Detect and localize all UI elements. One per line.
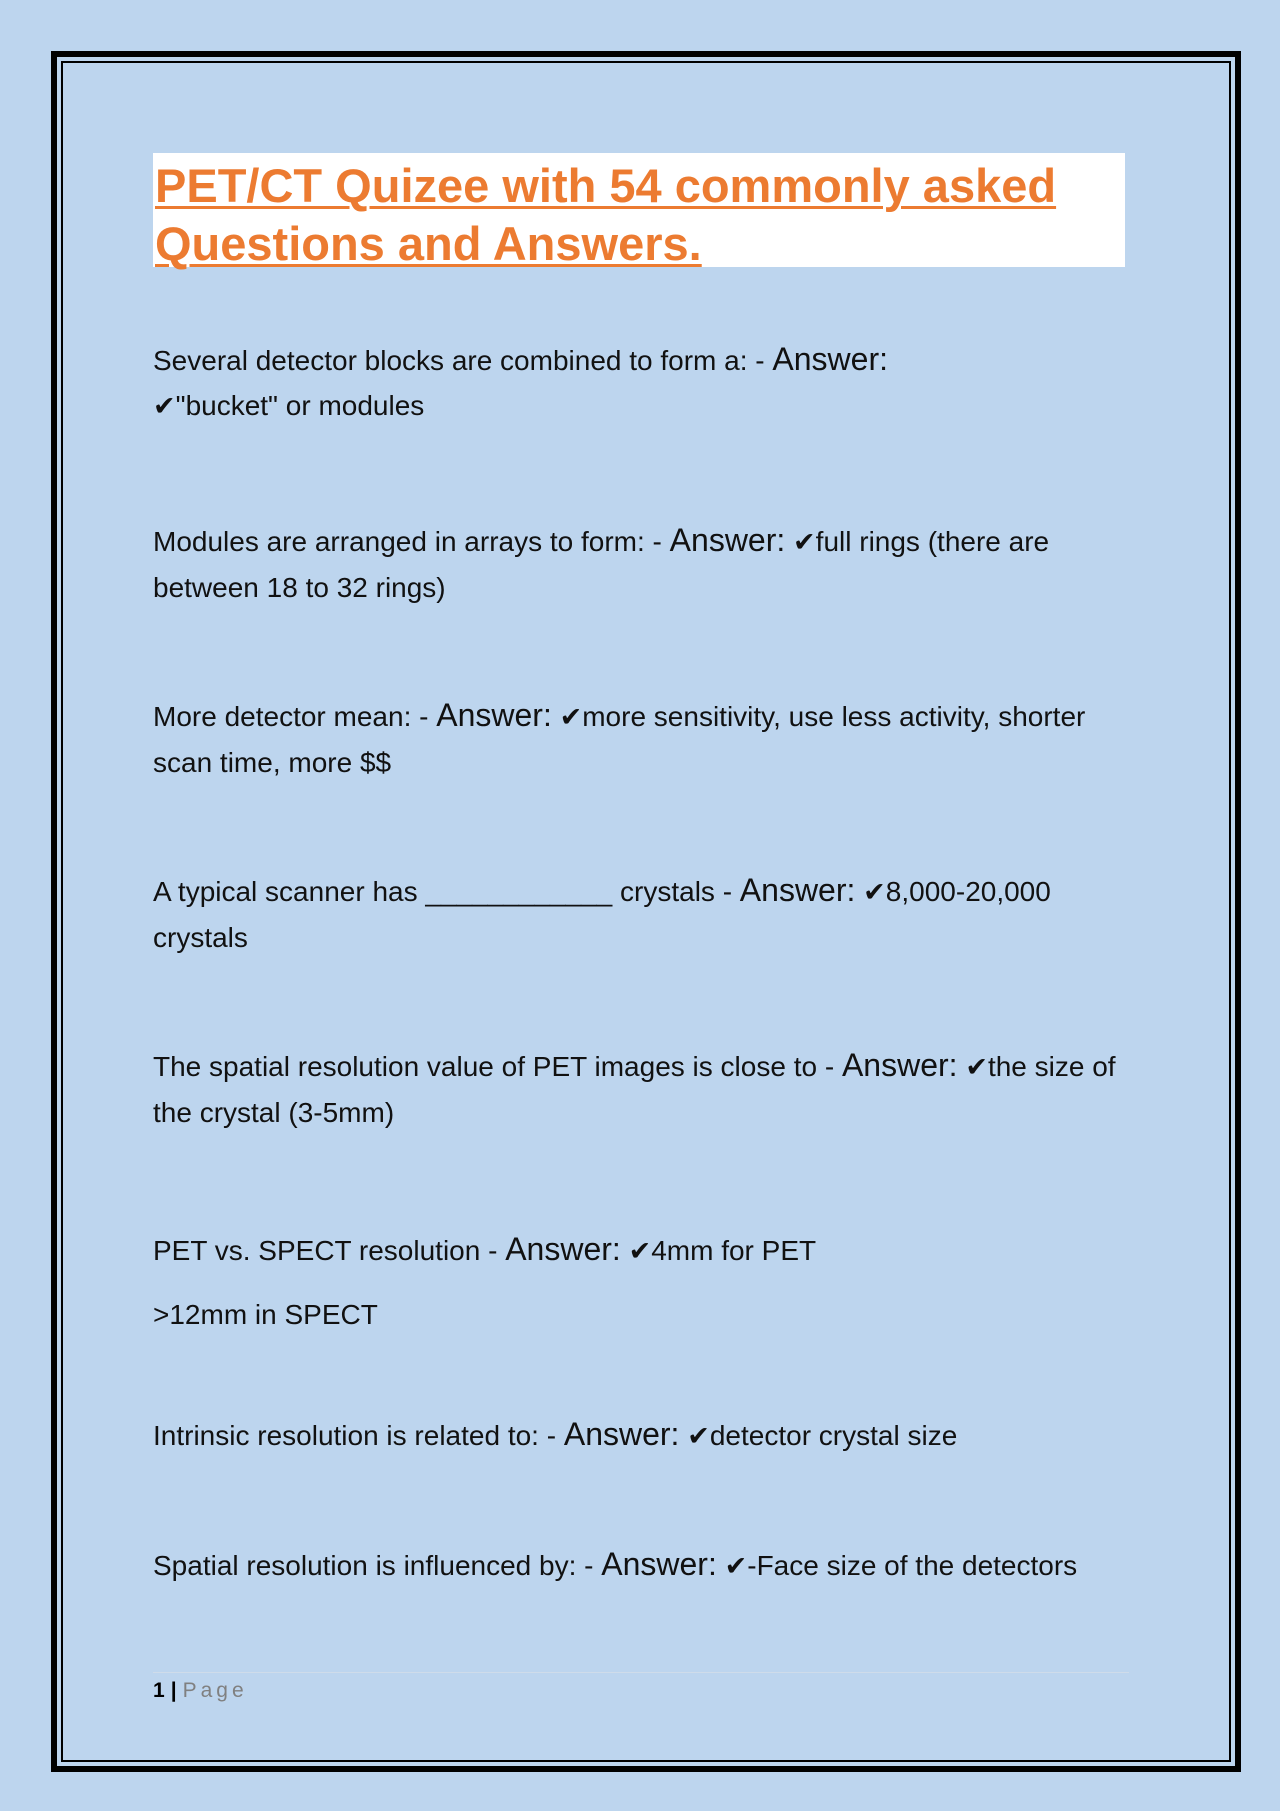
answer-text-line2: >12mm in SPECT xyxy=(153,1299,378,1330)
title-box xyxy=(153,153,1125,270)
checkmark-icon: ✔︎ xyxy=(628,1236,652,1267)
answer-text: the size of the crystal (3-5mm) xyxy=(153,1051,1116,1128)
page-title: PET/CT Quizee with 54 commonly asked Questions and Answers. xyxy=(155,159,1057,270)
question-text: Intrinsic resolution is related to: - xyxy=(153,1420,564,1451)
answer-label: Answer: xyxy=(841,1047,958,1083)
document-content xyxy=(153,153,1129,270)
checkmark-icon: ✔︎ xyxy=(793,527,816,558)
qa-item-1 xyxy=(153,337,1129,429)
question-text: PET vs. SPECT resolution - xyxy=(153,1235,506,1266)
answer-text: full rings (there are between 18 to 32 rings) xyxy=(153,526,1050,603)
answer-label: Answer: xyxy=(601,1546,717,1582)
question-text: The spatial resolution value of PET images is close to - xyxy=(153,1051,842,1082)
qa-item-8 xyxy=(153,1542,1129,1589)
question-text: Several detector blocks are combined to form a: - xyxy=(153,345,773,376)
question-text: A typical scanner has ____________ crystals - xyxy=(153,876,740,907)
checkmark-icon: ✔︎ xyxy=(559,702,583,733)
answer-label: Answer: xyxy=(563,1416,680,1452)
qa-item-3 xyxy=(153,693,1129,785)
page-number: 1 xyxy=(153,1679,165,1702)
qa-item-2 xyxy=(153,518,1129,610)
answer-label: Answer: xyxy=(505,1231,621,1267)
checkmark-icon: ✔︎ xyxy=(687,1421,710,1452)
answer-text: 8,000-20,000 crystals xyxy=(153,876,1051,953)
answer-text: "bucket" or modules xyxy=(175,390,425,421)
footer-separator: | xyxy=(170,1679,177,1702)
answer-label: Answer: xyxy=(772,341,888,377)
checkmark-icon: ✔︎ xyxy=(724,1551,748,1582)
page-footer xyxy=(153,1672,1129,1703)
answer-text: -Face size of the detectors xyxy=(747,1550,1078,1581)
qa-item-5 xyxy=(153,1043,1129,1135)
checkmark-icon: ✔︎ xyxy=(965,1052,988,1083)
answer-label: Answer: xyxy=(436,697,552,733)
question-text: Spatial resolution is influenced by: - xyxy=(153,1550,602,1581)
checkmark-icon: ✔︎ xyxy=(153,391,176,422)
question-text: More detector mean: - xyxy=(153,701,437,732)
question-text: Modules are arranged in arrays to form: - xyxy=(153,526,670,557)
answer-text: more sensitivity, use less activity, shorter scan time, more $$ xyxy=(153,701,1086,778)
qa-item-7 xyxy=(153,1412,1129,1459)
answer-text: detector crystal size xyxy=(709,1420,958,1451)
qa-item-4 xyxy=(153,868,1129,960)
qa-item-6 xyxy=(153,1218,1129,1346)
page-label: Page xyxy=(182,1679,248,1702)
checkmark-icon: ✔︎ xyxy=(863,877,886,908)
answer-label: Answer: xyxy=(739,872,856,908)
answer-text: 4mm for PET xyxy=(651,1235,817,1266)
answer-label: Answer: xyxy=(669,522,786,558)
